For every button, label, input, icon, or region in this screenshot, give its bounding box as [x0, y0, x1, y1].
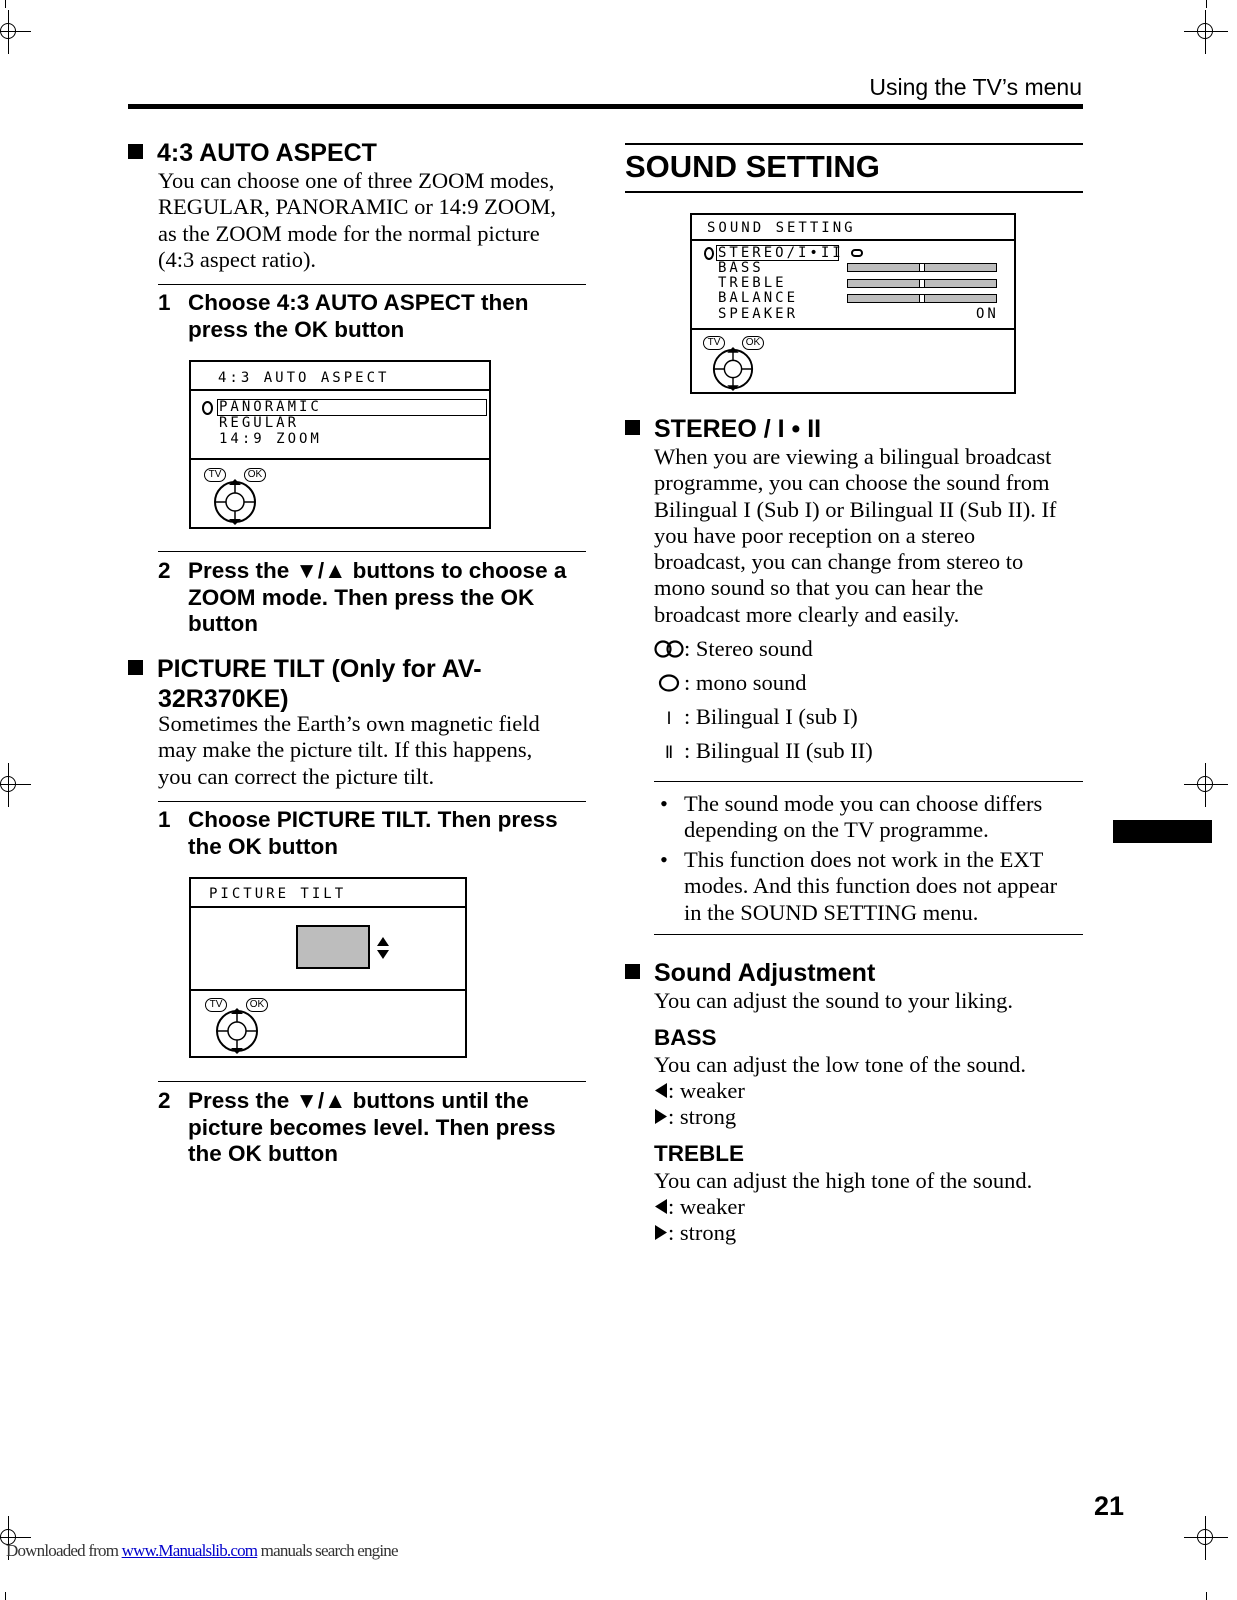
- note-bullet: •: [660, 847, 668, 872]
- balance-level-bar[interactable]: [847, 294, 997, 303]
- osd-item-balance[interactable]: BALANCE: [718, 290, 799, 306]
- section-tab: [1113, 820, 1212, 843]
- divider: [158, 801, 586, 802]
- osd-item-14-9-zoom[interactable]: 14:9 ZOOM: [219, 431, 322, 447]
- legend-mono: : mono sound: [654, 670, 807, 696]
- left-arrow-icon: [654, 1083, 668, 1098]
- treble-level-bar[interactable]: [847, 279, 997, 288]
- heading-picture-tilt: PICTURE TILT (Only for AV- 32R370KE): [128, 654, 598, 714]
- crop-mark: [1184, 1516, 1228, 1560]
- treble-strong: : strong: [654, 1220, 736, 1246]
- square-bullet-icon: [625, 420, 640, 435]
- running-header: Using the TV’s menu: [869, 74, 1082, 100]
- legend-bilingual-2: Ⅱ : Bilingual II (sub II): [654, 738, 873, 766]
- osd-title: PICTURE TILT: [209, 886, 347, 902]
- dpad-icon: [214, 1008, 260, 1054]
- tilt-preview: [296, 925, 370, 969]
- square-bullet-icon: [128, 660, 143, 675]
- sound-setting-osd: [690, 213, 1016, 394]
- bilingual-2-icon: Ⅱ: [664, 743, 674, 763]
- note-1: The sound mode you can choose differs depending on the TV programme.: [684, 791, 1043, 843]
- auto-aspect-step-1: 1 Choose 4:3 AUTO ASPECT then press the OK button: [158, 290, 529, 342]
- tv-button-icon: TV: [205, 998, 227, 1012]
- manualslib-link[interactable]: www.Manualslib.com: [121, 1541, 258, 1560]
- header-rule: [128, 104, 1083, 109]
- square-bullet-icon: [625, 964, 640, 979]
- note-bullet: •: [660, 791, 668, 816]
- bilingual-1-icon: Ⅰ: [666, 709, 672, 729]
- legend-stereo: : Stereo sound: [654, 636, 813, 662]
- crop-mark: [1184, 763, 1228, 807]
- sound-adjustment-body: You can adjust the sound to your liking.: [654, 988, 1013, 1013]
- auto-aspect-osd: [189, 360, 491, 529]
- right-arrow-icon: [654, 1109, 668, 1124]
- mono-icon: [851, 249, 863, 257]
- trim-line: [5, 1592, 6, 1600]
- treble-desc: You can adjust the high tone of the sound.: [654, 1168, 1033, 1193]
- square-bullet-icon: [128, 144, 143, 159]
- level-marker: [919, 279, 925, 288]
- auto-aspect-step-2: 2 Press the ▼/▲ buttons to choose a ZOOM mode. Then press the OK button: [158, 558, 567, 636]
- sound-setting-title: SOUND SETTING: [625, 149, 880, 184]
- osd-title: SOUND SETTING: [707, 220, 856, 236]
- section-rule-bottom: [625, 191, 1083, 193]
- bass-level-bar[interactable]: [847, 263, 997, 272]
- mono-icon: [658, 674, 680, 692]
- tv-button-icon: TV: [204, 468, 226, 482]
- crop-mark: [1184, 10, 1228, 54]
- trim-line: [1206, 1592, 1207, 1600]
- trim-line: [5, 0, 6, 8]
- divider: [158, 1081, 586, 1082]
- auto-aspect-body: You can choose one of three ZOOM modes, REGULAR, PANORAMIC or 14:9 ZOOM, as the ZOOM mode for the normal picture (4:3 aspect ratio).: [158, 168, 556, 272]
- crop-mark: [0, 763, 31, 807]
- heading-sound-adjustment: Sound Adjustment: [625, 958, 875, 988]
- mono-icon: [202, 401, 213, 415]
- right-arrow-icon: [654, 1225, 668, 1240]
- treble-weaker: : weaker: [654, 1194, 745, 1220]
- treble-title: TREBLE: [654, 1141, 744, 1166]
- note-2: This function does not work in the EXT modes. And this function does not appear in the SOUND SETTING menu.: [684, 847, 1058, 925]
- page-number: 21: [1094, 1491, 1125, 1521]
- osd-title: 4:3 AUTO ASPECT: [218, 370, 390, 386]
- divider: [158, 551, 586, 552]
- bass-title: BASS: [654, 1025, 717, 1050]
- dpad-icon: [212, 479, 258, 525]
- crop-mark: [0, 10, 31, 54]
- picture-tilt-body: Sometimes the Earth’s own magnetic field may make the picture tilt. If this happens, you can correct the picture tilt.: [158, 711, 540, 789]
- left-arrow-icon: [654, 1199, 668, 1214]
- picture-tilt-step-1: 1 Choose PICTURE TILT. Then press the OK button: [158, 807, 558, 859]
- legend-bilingual-1: Ⅰ : Bilingual I (sub I): [654, 704, 858, 732]
- mono-icon: [704, 247, 714, 260]
- bass-weaker: : weaker: [654, 1078, 745, 1104]
- divider: [158, 284, 586, 285]
- speaker-value: ON: [976, 306, 999, 322]
- osd-item-panoramic[interactable]: PANORAMIC: [219, 399, 322, 415]
- stereo-icon: [654, 640, 684, 658]
- ok-button-icon: OK: [742, 336, 764, 350]
- download-footer: Downloaded from www.Manualslib.com manuals search engine: [6, 1541, 398, 1560]
- osd-item-regular[interactable]: REGULAR: [219, 415, 300, 431]
- heading-auto-aspect: 4:3 AUTO ASPECT: [128, 138, 377, 168]
- osd-item-speaker[interactable]: SPEAKER: [718, 306, 799, 322]
- osd-item-bass[interactable]: BASS: [718, 260, 764, 276]
- level-marker: [919, 294, 925, 303]
- heading-stereo: STEREO / I • II: [625, 414, 821, 444]
- divider: [654, 781, 1083, 782]
- section-rule-top: [625, 143, 1083, 145]
- divider: [654, 934, 1083, 935]
- stereo-body: When you are viewing a bilingual broadcast programme, you can choose the sound from Bilingual I (Sub I) or Bilingual II (Sub II). If you have poor reception on a stereo broadcast, you can change from stereo to mono sound so that you can hear the broadcast more clearly and easily.: [654, 444, 1057, 627]
- level-marker: [919, 263, 925, 272]
- bass-desc: You can adjust the low tone of the sound.: [654, 1052, 1027, 1077]
- ok-button-icon: OK: [244, 468, 266, 482]
- trim-line: [1206, 0, 1207, 8]
- picture-tilt-osd: [189, 877, 467, 1058]
- bass-strong: : strong: [654, 1104, 736, 1130]
- picture-tilt-step-2: 2 Press the ▼/▲ buttons until the picture becomes level. Then press the OK button: [158, 1088, 556, 1166]
- dpad-icon: [711, 347, 755, 391]
- osd-item-stereo[interactable]: STEREO/I•II: [718, 245, 844, 261]
- up-down-arrow-icon: [377, 937, 389, 959]
- tv-button-icon: TV: [703, 336, 725, 350]
- osd-item-treble[interactable]: TREBLE: [718, 275, 787, 291]
- ok-button-icon: OK: [246, 998, 268, 1012]
